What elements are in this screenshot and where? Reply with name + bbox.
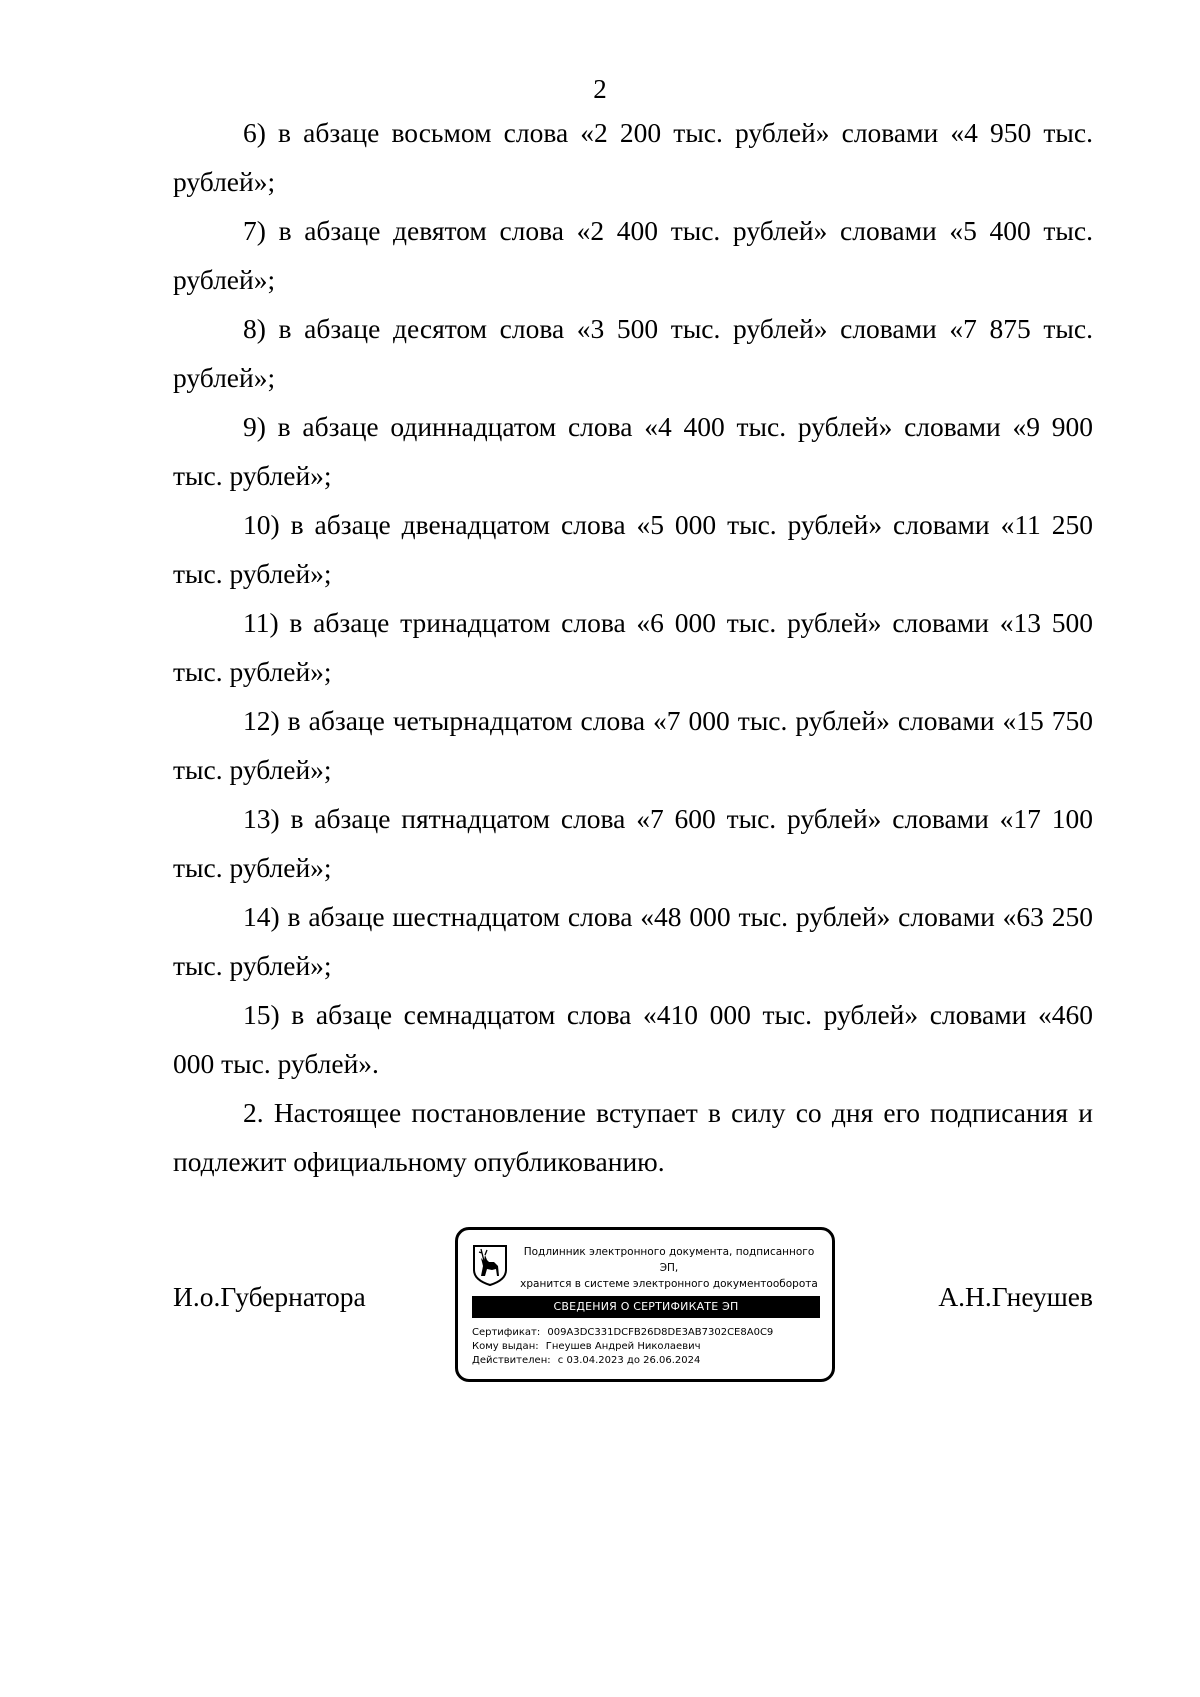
paragraph-amendment-8: 8) в абзаце десятом слова «3 500 тыс. рублей» словами «7 875 тыс. рублей»; <box>173 313 1093 393</box>
stamp-details <box>472 1326 824 1368</box>
electronic-signature-stamp <box>455 1227 835 1382</box>
valid-label: Действителен: <box>472 1355 551 1366</box>
stamp-certificate-bar: СВЕДЕНИЯ О СЕРТИФИКАТЕ ЭП <box>472 1296 820 1318</box>
paragraph-effective-clause: 2. Настоящее постановление вступает в силу со дня его подписания и подлежит официальному опубликованию. <box>173 1097 1093 1177</box>
stamp-header-line-1: Подлинник электронного документа, подписанного ЭП, <box>523 1246 815 1274</box>
document-body <box>173 108 1093 1186</box>
stamp-certificate-row <box>472 1326 824 1340</box>
signatory-title: И.о.Губернатора <box>173 1281 366 1312</box>
paragraph-amendment-14: 14) в абзаце шестнадцатом слова «48 000 тыс. рублей» словами «63 250 тыс. рублей»; <box>173 901 1093 981</box>
issued-to-label: Кому выдан: <box>472 1341 539 1352</box>
paragraph-amendment-7: 7) в абзаце девятом слова «2 400 тыс. рублей» словами «5 400 тыс. рублей»; <box>173 215 1093 295</box>
stamp-header <box>514 1244 824 1292</box>
signatory-name: А.Н.Гнеушев <box>938 1281 1093 1312</box>
certificate-label: Сертификат: <box>472 1327 541 1338</box>
stamp-issued-to-row <box>472 1340 824 1354</box>
paragraph-amendment-9: 9) в абзаце одиннадцатом слова «4 400 тыс. рублей» словами «9 900 тыс. рублей»; <box>173 411 1093 491</box>
stamp-header-line-2: хранится в системе электронного документооборота <box>520 1278 818 1290</box>
paragraph-amendment-6: 6) в абзаце восьмом слова «2 200 тыс. рублей» словами «4 950 тыс. рублей»; <box>173 117 1093 197</box>
deer-emblem-icon <box>472 1244 508 1286</box>
page-number: 2 <box>593 74 607 104</box>
paragraph-amendment-11: 11) в абзаце тринадцатом слова «6 000 тыс. рублей» словами «13 500 тыс. рублей»; <box>173 607 1093 687</box>
valid-value: с 03.04.2023 до 26.06.2024 <box>557 1355 701 1366</box>
stamp-valid-row <box>472 1354 824 1368</box>
certificate-value: 009A3DC331DCFB26D8DE3AB7302CE8A0C9 <box>547 1327 774 1338</box>
paragraph-amendment-15: 15) в абзаце семнадцатом слова «410 000 тыс. рублей» словами «460 000 тыс. рублей». <box>173 999 1093 1079</box>
paragraph-amendment-13: 13) в абзаце пятнадцатом слова «7 600 тыс. рублей» словами «17 100 тыс. рублей»; <box>173 803 1093 883</box>
paragraph-amendment-12: 12) в абзаце четырнадцатом слова «7 000 тыс. рублей» словами «15 750 тыс. рублей»; <box>173 705 1093 785</box>
issued-to-value: Гнеушев Андрей Николаевич <box>545 1341 701 1352</box>
paragraph-amendment-10: 10) в абзаце двенадцатом слова «5 000 тыс. рублей» словами «11 250 тыс. рублей»; <box>173 509 1093 589</box>
